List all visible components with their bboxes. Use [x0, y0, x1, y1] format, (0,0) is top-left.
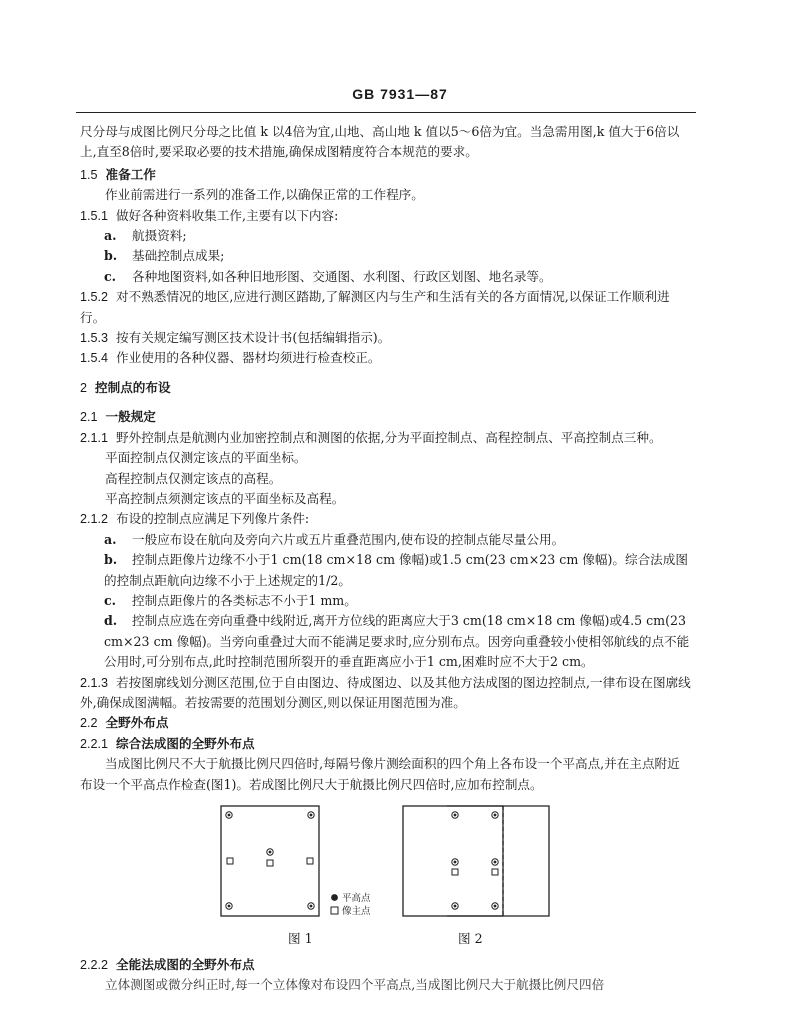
definition-line: 平高控制点须测定该点的平面坐标及高程。 [105, 490, 345, 506]
principal-point-icon [227, 858, 313, 866]
clause-number: 1.5.2 [80, 290, 109, 305]
legend-xiangzhu [330, 906, 371, 918]
list-item [80, 246, 692, 266]
clause-text: 若按图廓线划分测区范围,位于自由图边、待成图边、以及其他方法成图的图边控制点,一律布设在图廓线外,确保成图满幅。若按需要的范围划分测区,则以保证用图范围为准。 [80, 674, 691, 710]
item-label: d. [104, 613, 118, 629]
figure-1-caption: 图 1 [288, 931, 313, 946]
clause-1-5-1 [80, 206, 692, 226]
clause-number: 2.1.2 [80, 512, 109, 527]
paragraph-1-5: 作业前需进行一系列的准备工作,以确保正常的工作程序。 [105, 187, 424, 203]
principal-legend-icon [330, 906, 339, 915]
section-title: 全野外布点 [105, 715, 169, 731]
item-label: c. [104, 268, 117, 284]
clause-2-1-1 [80, 428, 692, 448]
item-text: 基础控制点成果; [132, 248, 225, 264]
clause-text: 野外控制点是航测内业加密控制点和测图的依据,分为平面控制点、高程控制点、平高控制点三种。 [116, 429, 662, 445]
clause-number: 2.1.3 [80, 675, 109, 690]
section-title: 综合法成图的全野外布点 [116, 735, 255, 751]
section-number: 2.2.2 [80, 958, 109, 972]
clause-text: 按有关规定编写测区技术设计书(包括编辑指示)。 [116, 330, 391, 346]
definition-line: 高程控制点仅测定该点的高程。 [105, 470, 282, 486]
section-title: 全能法成图的全野外布点 [116, 957, 255, 972]
clause-text: 做好各种资料收集工作,主要有以下内容: [116, 207, 339, 223]
legend-label: 像主点 [342, 906, 371, 917]
figure-2-diagram [402, 805, 552, 917]
item-label: b. [104, 552, 118, 568]
item-label: b. [104, 248, 118, 264]
figures-row [80, 805, 692, 953]
chapter-number: 2 [80, 380, 88, 395]
section-number: 2.2.1 [80, 736, 109, 751]
paragraph-continued: 尺分母与成图比例尺分母之比值 k 以4倍为宜,山地、高山地 k 值以5～6倍为宜。当急需用图,k 值大于6倍以上,直至8倍时,要采取必要的技术措施,确保成图精度符合本规范的要求。 [80, 124, 680, 160]
clause-1-5-2 [80, 287, 692, 328]
clause-1-5-3 [80, 328, 692, 348]
section-title: 一般规定 [105, 409, 156, 425]
list-item [80, 530, 692, 550]
section-1-5-heading [80, 165, 692, 185]
item-text: 控制点距像片的各类标志不小于1 mm。 [132, 592, 357, 608]
section-title: 准备工作 [105, 166, 156, 182]
clause-text: 对不熟悉情况的地区,应进行测区踏勘,了解测区内与生产和生活有关的各方面情况,以保证工作顺利进行。 [80, 289, 670, 325]
list-item [80, 267, 692, 287]
clause-text: 布设的控制点应满足下列像片条件: [116, 511, 310, 527]
item-label: c. [104, 592, 117, 608]
header-rule [76, 112, 696, 113]
standard-code-header: GB 7931—87 [352, 86, 448, 102]
clause-number: 1.5.3 [80, 331, 109, 346]
section-number: 1.5 [80, 167, 98, 182]
section-number: 2.1 [80, 410, 98, 425]
paragraph-2-2-1: 当成图比例尺不大于航摄比例尺四倍时,每隔号像片测绘面积的四个角上各布设一个平高点,并在主点附近布设一个平高点作检查(图1)。若成图比例尺大于航摄比例尺四倍时,应加布控制点。 [80, 756, 680, 792]
legend-label: 平高点 [342, 893, 371, 904]
pinggao-legend-icon [330, 893, 339, 902]
clause-number: 1.5.1 [80, 208, 109, 223]
paragraph-2-2-2-cut: 立体测图或微分纠正时,每一个立体像对布设四个平高点,当成图比例尺大于航摄比例尺四倍 [105, 977, 605, 993]
clause-2-1-2 [80, 509, 692, 529]
figure-1-diagram [220, 805, 320, 917]
item-text: 航摄资料; [132, 228, 187, 244]
clause-number: 2.1.1 [80, 430, 109, 445]
list-item [80, 226, 692, 246]
item-text: 控制点距像片边缘不小于1 cm(18 cm×18 cm 像幅)或1.5 cm(23 cm×23 cm 像幅)。综合法成图的控制点距航向边缘不小于上述规定的1/2。 [104, 552, 688, 588]
chapter-2-heading [80, 378, 692, 398]
section-2-1-heading [80, 407, 692, 427]
section-2-2-heading [80, 713, 692, 733]
section-2-2-1-heading [80, 734, 692, 754]
item-label: a. [104, 228, 117, 244]
section-number: 2.2 [80, 716, 98, 731]
clause-1-5-4 [80, 348, 692, 368]
item-text: 各种地图资料,如各种旧地形图、交通图、水利图、行政区划图、地名录等。 [132, 268, 552, 284]
figure-2-caption: 图 2 [458, 931, 483, 946]
pinggao-point-icon [452, 812, 498, 909]
clause-number: 1.5.4 [80, 351, 109, 366]
legend-pinggao [330, 893, 371, 905]
definition-line: 平面控制点仅测定该点的平面坐标。 [105, 450, 307, 466]
list-item [80, 591, 692, 611]
section-2-2-2-heading [80, 955, 692, 975]
item-label: a. [104, 531, 117, 547]
list-item [80, 550, 692, 591]
clause-2-1-3 [80, 673, 692, 714]
item-text: 控制点应选在旁向重叠中线附近,离开方位线的距离应大于3 cm(18 cm×18 cm 像幅)或4.5 cm(23 cm×23 cm 像幅)。当旁向重叠过大而不能满足要求时,应分别布点。因旁向重叠较小使相邻航线的点不能公用时,可分别布点,此时控制范围所裂开的垂直距离应小于1 cm,困难时应不大于2 cm。 [104, 613, 690, 670]
list-item [80, 611, 692, 672]
clause-text: 作业使用的各种仪器、器材均须进行检查校正。 [116, 350, 381, 366]
document-body [80, 122, 692, 996]
principal-point-icon [452, 869, 498, 875]
chapter-title: 控制点的布设 [95, 379, 171, 395]
item-text: 一般应布设在航向及旁向六片或五片重叠范围内,使布设的控制点能尽量公用。 [132, 531, 565, 547]
